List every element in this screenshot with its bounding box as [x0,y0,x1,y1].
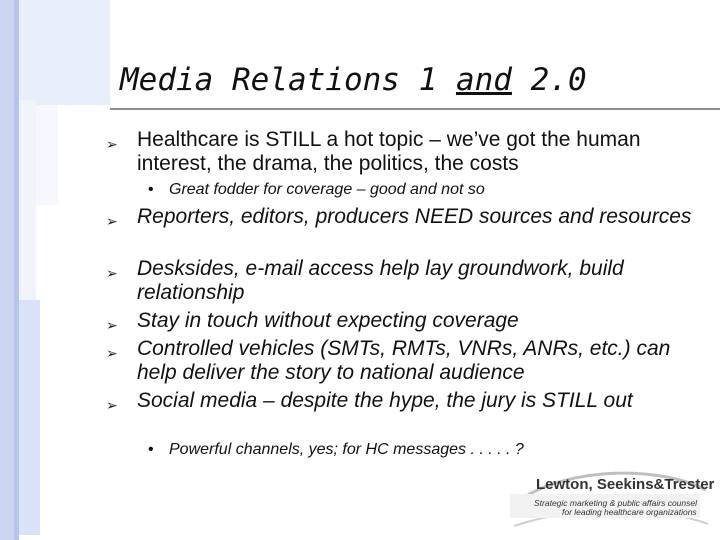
title-text: Media Relations 1 [120,62,456,98]
left-edge-stripe [14,0,19,540]
bullet-arrow-icon: ➢ [106,213,118,229]
bullet-arrow-icon: ➢ [106,136,118,152]
bullet-arrow-icon: ➢ [106,397,118,413]
bullet-arrow-icon: ➢ [106,317,118,333]
bullet-arrow-icon: ➢ [106,345,118,361]
bullet-text: Desksides, e-mail access help lay groundwork, build relationship [137,257,624,304]
sub-bullet-dot-icon: • [148,181,154,198]
company-logo [510,470,715,532]
bullet-arrow-icon: ➢ [106,265,118,281]
title-divider [110,108,720,110]
logo-company-name: Lewton, Seekins&Trester [536,476,715,493]
slide-title [120,62,587,98]
bullet-text: Stay in touch without expecting coverage [137,309,519,332]
title-underlined-word: and [455,62,512,98]
left-edge-stripe [0,0,14,540]
logo-tagline: Strategic marketing & public affairs counsel [534,498,697,508]
bullet-text: Social media – despite the hype, the jury is STILL out [137,389,633,412]
bullet-text: Reporters, editors, producers NEED sources and resources [137,205,692,228]
logo-tagline: for leading healthcare organizations [562,507,697,517]
bullet-text: Healthcare is STILL a hot topic – we’ve got the human interest, the drama, the politics, the costs [137,128,641,175]
bullet-text: Controlled vehicles (SMTs, RMTs, VNRs, ANRs, etc.) can help deliver the story to national audience [137,337,671,384]
title-text: 2.0 [511,62,587,98]
sub-bullet-dot-icon: • [148,441,154,458]
sub-bullet-text: Powerful channels, yes; for HC messages . . . . . ? [169,441,524,458]
sub-bullet-text: Great fodder for coverage – good and not so [169,181,485,198]
